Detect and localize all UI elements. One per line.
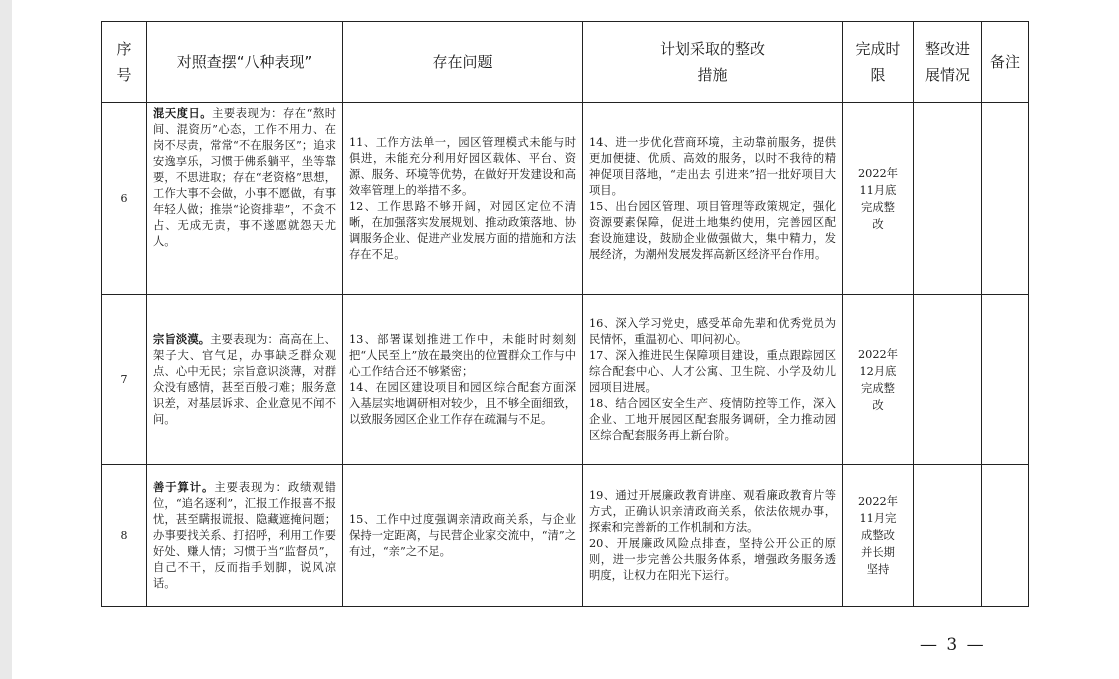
row-deadline: 2022年12月底完成整改 [843,295,914,465]
header-progress: 整改进展情况 [914,22,982,103]
row-progress [914,103,982,295]
problem-item: 15、工作中过度强调亲清政商关系，与企业保持一定距离，与民营企业家交流中，“清”之有过，“亲”之不足。 [349,512,576,558]
measure-item: 20、开展廉政风险点排查，坚持公开公正的原则，进一步完善公共服务体系，增强政务服务透明度，让权力在阳光下运行。 [589,536,836,582]
problem-item: 13、部署谋划推进工作中，未能时时刻刻把“人民至上”放在最突出的位置群众工作与中心工作结合还不够紧密； [349,332,576,378]
table-row [102,103,1029,295]
row-title: 混天度日。 [153,107,213,120]
row-contrast [147,465,343,607]
row-problems [343,103,583,295]
problem-item: 14、在园区建设项目和园区综合配套方面深入基层实地调研相对较少，且不够全面细致，以致服务园区企业工作存在疏漏与不足。 [349,380,576,426]
row-contrast [147,295,343,465]
row-desc: 主要表现为：存在“熬时间、混资历”心态，工作不用力、在岗不尽责，常常“不在服务区”；追求安逸享乐，习惯于佛系躺平，坐等靠要，不思进取；存在“老资格”思想，工作大事不会做，小事不愿做，有事年轻人做；推崇“论资排辈”，不贪不占、无成无责，事不遂愿就怨天尤人。 [153,107,336,248]
row-desc: 主要表现为：高高在上、架子大、官气足，办事缺乏群众观点、心中无民；宗旨意识淡薄，对群众没有感情，甚至百般刁难；服务意识差，对基层诉求、企业意见不闻不问。 [153,332,336,426]
header-no: 序号 [102,22,147,103]
measure-item: 19、通过开展廉政教育讲座、观看廉政教育片等方式，正确认识亲清政商关系，依法依规办事，探索和完善新的工作机制和方法。 [589,488,836,534]
measure-item: 17、深入推进民生保障项目建设，重点跟踪园区综合配套中心、人才公寓、卫生院、小学及幼儿园项目进展。 [589,348,836,394]
row-notes [982,465,1029,607]
row-deadline: 2022年11月完成整改并长期坚持 [843,465,914,607]
row-title: 善于算计。 [153,480,215,494]
row-progress [914,295,982,465]
row-problems [343,295,583,465]
header-contrast: 对照查摆“八种表现” [147,22,343,103]
row-no: 6 [102,103,147,295]
row-deadline: 2022年11月底完成整改 [843,103,914,295]
row-measures [583,295,843,465]
row-no: 8 [102,465,147,607]
header-measures: 计划采取的整改措施 [583,22,843,103]
row-measures [583,103,843,295]
problem-item: 12、工作思路不够开阔，对园区定位不清晰，在加强落实发展规划、推动政策落地、协调服务企业、促进产业发展方面的措施和方法存在不足。 [349,199,576,261]
row-notes [982,103,1029,295]
page-number: — 3 — [920,635,986,655]
problem-item: 11、工作方法单一，园区管理模式未能与时俱进，未能充分利用好园区载体、平台、资源、服务、环境等优势，在做好开发建设和高效率管理上的举措不多。 [349,135,576,197]
header-notes: 备注 [982,22,1029,103]
measure-item: 18、结合园区安全生产、疫情防控等工作，深入企业、工地开展园区配套服务调研，全力推动园区综合配套服务再上新台阶。 [589,396,836,442]
table-row [102,295,1029,465]
table-header-row [102,22,1029,103]
header-deadline: 完成时限 [843,22,914,103]
row-measures [583,465,843,607]
rectification-table [101,21,1029,607]
table-row [102,465,1029,607]
measure-item: 14、进一步优化营商环境，主动靠前服务，提供更加便捷、优质、高效的服务，以时不我待的精神促项目落地，“走出去 引进来”招一批好项目大项目。 [589,135,836,197]
measure-item: 15、出台园区管理、项目管理等政策规定，强化资源要素保障，促进土地集约使用，完善园区配套设施建设，鼓励企业做强做大，集中精力，发展经济，为潮州发展发挥高新区经济平台作用。 [589,199,836,261]
header-problem: 存在问题 [343,22,583,103]
row-title: 宗旨淡漠。 [153,332,211,346]
row-progress [914,465,982,607]
row-contrast [147,103,343,295]
measure-item: 16、深入学习党史，感受革命先辈和优秀党员为民情怀，重温初心、叩问初心。 [589,316,836,346]
page-margin-strip [0,0,12,679]
row-desc: 主要表现为：政绩观错位，“追名逐利”，汇报工作报喜不报忧，甚至瞒报谎报、隐藏遮掩问题；办事要找关系、打招呼，利用工作要好处、赚人情；习惯于当“监督员”，自己不干，反而指手划脚，说风凉话。 [153,480,336,590]
row-problems [343,465,583,607]
row-notes [982,295,1029,465]
row-no: 7 [102,295,147,465]
